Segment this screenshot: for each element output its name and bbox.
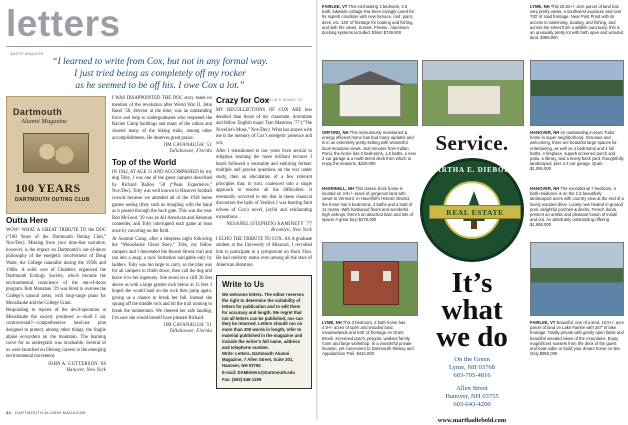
listing-orford bbox=[322, 130, 416, 166]
office-phone: 603-643-4200 bbox=[453, 401, 491, 409]
office-town: Lyme, NH 03768 bbox=[449, 364, 495, 372]
page-number: 34 bbox=[6, 410, 12, 415]
letter-heading: Top of the World bbox=[112, 157, 177, 167]
letters-page bbox=[0, 0, 316, 420]
letter-location-text: Tallahassee, Florida bbox=[169, 329, 212, 335]
listing-text bbox=[530, 4, 624, 40]
letter-body bbox=[216, 237, 312, 270]
listing-place: FAIRLEE, VT bbox=[322, 4, 348, 9]
listing-description: This classic brick home is located on 3.9+/- acres of gorgeous land with views to Vermont. In Haverhill’s Historic District, the home has 5 bedrooms, 2 baths and a total of 11 rooms. With hardwood floors and wonderful high ceilings, there’s an attached barn and lots of space! A great buy! $375,000 bbox=[322, 186, 413, 223]
listing-place: HAVERHILL, NH bbox=[322, 186, 355, 191]
letter-body bbox=[112, 170, 212, 323]
seal-banner-text: REAL ESTATE bbox=[446, 208, 504, 217]
write-to-us-text bbox=[222, 292, 306, 382]
brick-house-shape bbox=[343, 261, 399, 305]
cottage-shape bbox=[447, 85, 501, 115]
letter-body bbox=[112, 96, 212, 142]
office-name: On the Green bbox=[454, 356, 490, 363]
letter-paragraph: After I transitioned to law years from secular to religious learning the more brilliant lectures I heard followed a venerable and enduring format: multiple and precise questions on the text under study, then an elucidation of a few relevant principles that, in turn, coalesced into a single approach to resolve all the difficulties. It eventually occurred to me that in these classical discourses the halls of Yeshiva I was hearing faint echoes of Cox’s novel, joyful and exhilarating expositions. bbox=[216, 148, 312, 220]
listing-description: This enchanting 3 bedroom, 2.5 bath, lakeside cottage has been lovingly cared for. Its superb condition with new furnace, roof, paint, deck, etc. 140’ of frontage for boating and fishing, and with the views. Sunset. Private.. Aluminum docking systems included. Blinn! $749,900 bbox=[322, 4, 415, 36]
listing-text bbox=[322, 186, 416, 222]
slogan-line: we do bbox=[436, 321, 508, 353]
letter-location-text: Tallahassee, Florida bbox=[169, 149, 212, 155]
write-to-us-line: We welcome letters. The editor reserves the right to determine the suitability of letters for publication and to edit them for accuracy and length. We regret that not all letters can be published, nor can they be returned. Letters should run no more than 300 words in length, refer to material published in the magazine and include the writer’s full name, address and telephone number. bbox=[222, 292, 304, 350]
letters-column-2 bbox=[112, 96, 212, 400]
listing-place: LYME, NH bbox=[322, 320, 342, 325]
letter-paragraph: IN 1942, AT AGE 11 AND ACCOMPANIED by my dog Toby, I was one of the guest campers described by Richard Ballou ’58 (“Peak Experience,” Nov/Dec). Toby was well known to Hanover football crowds because we attended all of the 1938 home games seeing (they such as mingling with the band as it passed through the back gate. This was the year Bob McLeod ’39 was an All-American and Heisman contender, and Toby interrupted each game at least once by cavorting on the field. bbox=[112, 169, 212, 234]
letter-paragraph: Responding to reports of the devil-operation at Moosilauke the society produced a—shall I say controversial?—comprehensive land-use plan designed to protect, among other things, the fragile alpine ecosystem on the mountain. The learning curve for us undergrads was invaluable. Several of us were launched on lifelong careers in the emerging environmental movement. bbox=[6, 308, 106, 360]
listing-lyme-home bbox=[322, 320, 416, 356]
listing-hanover-estate bbox=[530, 186, 624, 228]
roof-shape bbox=[335, 71, 405, 85]
letters-column-3 bbox=[216, 96, 312, 400]
office-phone: 603-795-4816 bbox=[453, 372, 491, 380]
write-to-us-title: Write to Us bbox=[222, 280, 265, 290]
listing-description: The exceptional 7 bedroom, 4 bath residence is on the 2.2 beautifully landscaped acres with country view at the end of a lovely wooded drive. Lovely new heated in-ground pool, delightful porches & decks, French doors, present an artistic and pleasant fusion of inside and out. An absolutely outstanding offering. $1,695,000 bbox=[530, 186, 624, 228]
listing-hanover-tudor bbox=[530, 130, 624, 172]
listing-description: Beautiful, one of a kind, 10.5+/- acre parcel of land on Lake Fairlee with 257’ of lake frontage. Totally private with gently open fields and beautiful wooded views of the mountains. Enjoy magnificent sunsets from the deck of the guest and boat cabin or build your dream home on site. Only $950,000 bbox=[530, 320, 624, 357]
listing-description: This 25.52+/- acre parcel of land has very pretty views, a southwest exposure and over 700’ of road frontage. Near Post Pond with its access to swimming, boating, and fishing, and across the street from a wildlife sanctuary, this is an unusually pretty lot with both open and wooded land. $399,000 bbox=[530, 4, 624, 41]
house-shape bbox=[339, 83, 401, 117]
letter-signature: NESANEL (STEPHEN) KAMINETY ’77 bbox=[226, 222, 312, 228]
slogan-line: what bbox=[441, 294, 503, 326]
letter-paragraph: At Summit Camp, after a sleepless night following the “Moosilauke Ghost Story,” Toby, my fellow campers and I descended the Beaver Brook trail and ran into a snag: a rock formation navigable only by ladders. Toby was too large to carry, so the plan was for all campers to climb down, then call the dog and leave it to her ingenuity. She stood on a cliff 20 feet above us with a large granite rock below at 15 feet. I hoped she would land on the rock then jump again, giving us a chance to break her fall. Instead she sprang off the middle rock and hit the trail running to break the momentum. We cheered her safe landing. I’m sure she would herself have pleased Richard. bbox=[112, 236, 212, 321]
listing-text bbox=[530, 186, 624, 228]
seal-name: MARTHA E. DIEBOLD bbox=[428, 166, 516, 174]
seal-banner bbox=[429, 205, 521, 219]
page-folio bbox=[6, 410, 86, 415]
letter-heading: Crazy for Cox bbox=[216, 96, 270, 105]
letter-paragraph: I ECHO THE TRIBUTE TO COX. AS A graduate student at the University of Missouri, I recruited him to participate in a symposium on Huck Finn. He had celebrity status even among all the stars of American literature. bbox=[216, 236, 312, 268]
listing-place: LYME, NH bbox=[530, 4, 550, 9]
tree-trunk-icon bbox=[471, 221, 477, 229]
slogan-line: It’s bbox=[451, 267, 493, 299]
letter-location bbox=[112, 149, 212, 155]
pull-quote-source: —FRANKLIN P. ADAMS '03 bbox=[255, 98, 302, 102]
listing-haverhill bbox=[322, 186, 416, 222]
listing-lyme-land bbox=[530, 4, 624, 40]
write-to-us-address: Write: Letters, Dartmouth Alumni Magazine, 7 Allen Street, Suite 201, Hanover, NH 03755 bbox=[222, 351, 294, 369]
letter-location bbox=[6, 368, 106, 374]
letter-paragraph: I WAS DISAPPOINTED THE DOC story made no mention of the revolution after World War II. John Rand ’58, director at the time, was an outstanding force and help to undergraduates who reopened the Ravine Camp buildings and many of the cabins and cleared many of the hiking trails, among other accomplishments. He deserves great praise. bbox=[112, 96, 212, 141]
publication-name: DARTMOUTH ALUMNI MAGAZINE bbox=[15, 410, 87, 415]
letter-paragraph: MY RECOLLECTIONS OF COX ARE less detailed than those of my classmate, dormmate and fellow English major Tom Mastrosa ‘77 (“The Novelist’s Muse,” Nov/Dec). What has stayed with me is the memory of Cox’s energetic presence and wit. bbox=[216, 108, 312, 146]
listing-photo-haverhill bbox=[322, 242, 418, 316]
listing-photo-fairlee-cottage bbox=[422, 60, 524, 126]
realty-seal-logo bbox=[420, 158, 524, 262]
letter-body bbox=[6, 228, 106, 361]
listing-fairlee-lakeside bbox=[322, 4, 416, 35]
listing-photo-lake-view bbox=[530, 60, 624, 126]
listing-description: This 3 bedroom, 2 bath home has 4.9+/- acres of open and wooded land, meadowlands and 540’ of frontage on Grant Brook. Screened porch, pergola, walkout family room and large workshop. In a wonderful private location, yet convenient to Dartmouth Skiway and Appalachian Trail. $424,000 bbox=[322, 320, 414, 357]
listing-photo-fairlee-land bbox=[530, 242, 624, 316]
listing-text bbox=[322, 320, 416, 356]
write-to-us-fax: Fax: (603) 646-1209 bbox=[222, 376, 262, 382]
pull-quote-line: “I learned to write from Cox, but not in any formal way. bbox=[52, 56, 268, 67]
letter-signature: JIM CAVANAUGH ’51 bbox=[163, 323, 212, 329]
book-cover-brand: Dartmouth bbox=[13, 107, 63, 117]
letter-paragraph: WOW! WHAT A GREAT TRIBUTE TO the DOC (“100 Years of the Dartmouth Outing Club,” Nov/Dec). Missing from your time-line narrative, however, is the impact on Dartmouth’s out-of-doors philosophy of the energetic involvement of Doug Wade, the College naturalist during the 1950s and 1960s. A solid core of Chubbers organized the Dartmouth Ecology Society, which became the environmental conscience of the out-of-doors program. Bob Monahan ’29 was hired to oversee the College’s natural areas, with long-range plans for Moosilauke and the College Grant. bbox=[6, 228, 106, 306]
listing-place: HANOVER, NH bbox=[530, 186, 560, 191]
window-shape bbox=[383, 271, 391, 281]
letter-location bbox=[216, 228, 312, 234]
book-cover-photo bbox=[6, 96, 106, 214]
real-estate-ad-page bbox=[318, 0, 628, 425]
listing-text bbox=[322, 4, 416, 35]
write-to-us-box bbox=[216, 275, 312, 389]
pull-quote-line: as he seemed to be off his. I owe Cox a lot.” bbox=[75, 80, 245, 91]
pull-quote-line: I just tried being as completely off my rocker bbox=[74, 68, 246, 79]
listing-description: An outstanding in-town Tudor home in super neighborhood. Gracious and welcoming, there are beautiful large spaces for entertaining, as well as 4 bedrooms and 4 full baths. A fireplace, superb screened porch and patio, a library, and a lovely back yard, thoughtfully landscaped, plus a 2-car garage. Quiet. $1,095,000 bbox=[530, 130, 624, 172]
ad-website-link[interactable]: www.marthadiebold.com bbox=[437, 417, 507, 425]
letter-location-text: Hanover, New York bbox=[66, 368, 106, 374]
pull-quote-attribution: QUOTE UNQUOTE bbox=[10, 52, 44, 56]
book-cover-headline: 100 YEARS bbox=[15, 181, 81, 195]
letter-signature: JOHN A. GUTTERSON ’68 bbox=[47, 361, 106, 367]
write-to-us-email[interactable]: E-mail: DAMletters@Dartmouth.edu bbox=[222, 369, 295, 375]
listing-fairlee-land bbox=[530, 320, 624, 356]
office-name: Allen Street bbox=[456, 384, 488, 392]
book-cover-caption: DARTMOUTH OUTING CLUB bbox=[15, 197, 90, 203]
ad-service-headline: Service. bbox=[435, 131, 509, 155]
letter-heading: Outta Here bbox=[6, 216, 48, 225]
ad-offices bbox=[422, 356, 522, 425]
letter-location bbox=[112, 329, 212, 335]
listing-description: This meticulously maintained & energy efficient home has had many updates and is in an extremely pretty setting with wonderful local mountain views. Just minutes from Indian Pond, the home has 2 bedrooms, 1.5 baths, a new 2-car garage & a multi-tiered deck from which to enjoy the seasons. $329,000 bbox=[322, 130, 416, 167]
letter-body bbox=[216, 108, 312, 221]
office-town: Hanover, NH 03755 bbox=[445, 392, 499, 400]
listing-photo-orford bbox=[322, 60, 418, 126]
listing-text bbox=[530, 320, 624, 356]
letters-column-1 bbox=[6, 96, 106, 400]
listing-text bbox=[530, 130, 624, 172]
listing-place: ORFORD, NH bbox=[322, 130, 349, 135]
letter-signature: JIM CAVANAUGH ’51 bbox=[163, 143, 212, 149]
letter-location-text: Brooklyn, New York bbox=[271, 228, 312, 234]
masthead-rule bbox=[6, 46, 312, 47]
window-shape bbox=[351, 271, 359, 281]
book-cover-subtitle: Alumni Magazine bbox=[21, 118, 68, 125]
listing-place: FAIRLEE, VT bbox=[530, 320, 556, 325]
listing-place: HANOVER, NH bbox=[530, 130, 560, 135]
ad-slogan bbox=[422, 267, 522, 353]
book-cover-image bbox=[23, 133, 89, 173]
section-masthead: letters bbox=[6, 3, 121, 44]
listing-text bbox=[322, 130, 416, 166]
